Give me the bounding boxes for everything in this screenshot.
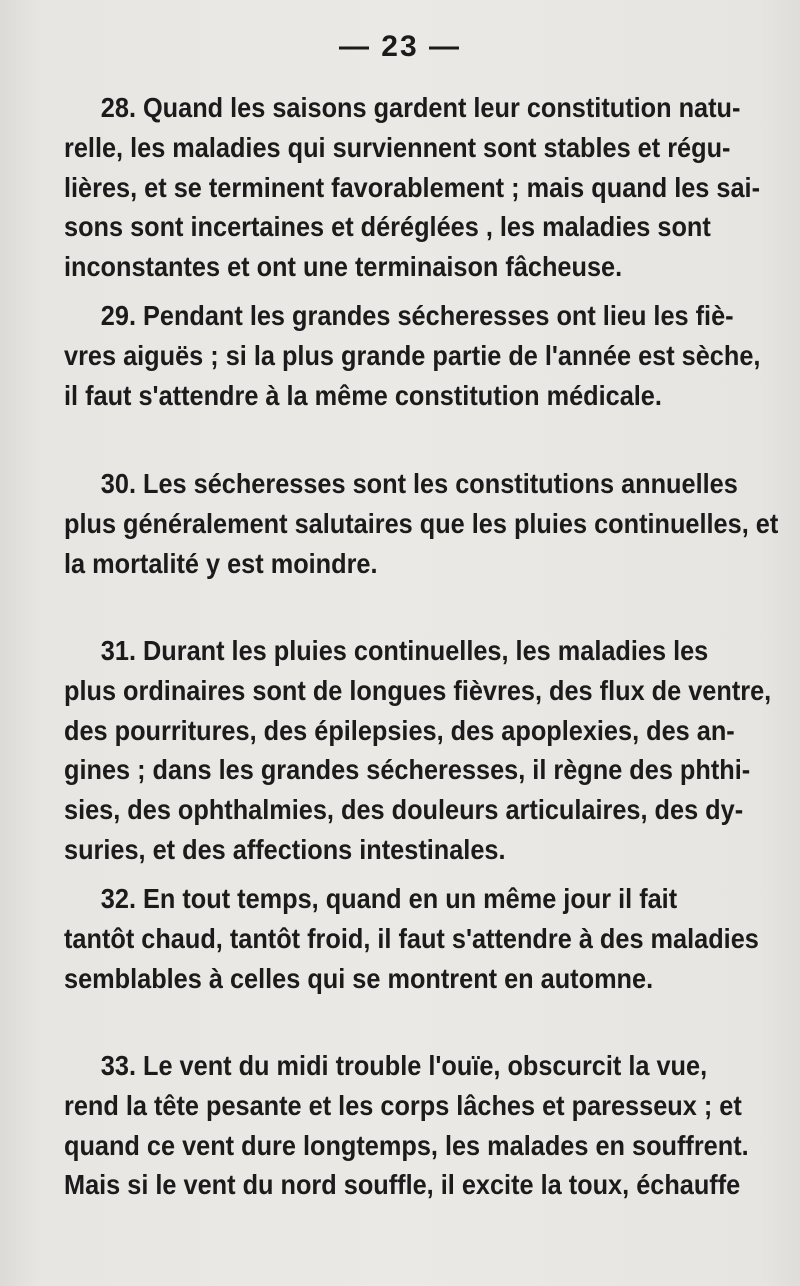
text-line: gines ; dans les grandes sécheresses, il règne des phthi- [64,754,751,786]
text-line: sies, des ophthalmies, des douleurs articulaires, des dy- [64,794,744,826]
text-line: 28. Quand les saisons gardent leur constitution natu- [100,92,741,123]
text-line: 32. En tout temps, quand en un même jour il fait [100,883,678,914]
text-line: lières, et se terminent favorablement ; mais quand les sai- [64,171,761,203]
text-line: des pourritures, des épilepsies, des apoplexies, des an- [64,714,735,746]
text-line: 33. Le vent du midi trouble l'ouïe, obscurcit la vue, [100,1050,708,1081]
text-line: semblables à celles qui se montrent en automne. [64,962,654,994]
text-line: inconstantes et ont une terminaison fâcheuse. [64,251,623,283]
paragraph-32 [64,879,759,998]
paragraph-30 [64,464,779,583]
text-line: Mais si le vent du nord souffle, il excite la toux, échauffe [64,1169,741,1201]
text-line: relle, les maladies qui surviennent sont stables et régu- [64,131,731,163]
paragraph-28 [64,88,761,287]
text-line: 30. Les sécheresses sont les constitutions annuelles [100,468,738,499]
text-line: 31. Durant les pluies continuelles, les maladies les [100,635,709,666]
text-line: la mortalité y est moindre. [64,547,378,579]
text-line: rend la tête pesante et les corps lâches et paresseux ; et [64,1089,742,1121]
text-line: quand ce vent dure longtemps, les malades en souffrent. [64,1129,749,1161]
text-line: vres aiguës ; si la plus grande partie de l'année est sèche, [64,339,761,371]
paragraph-33 [64,1046,749,1205]
text-line: plus généralement salutaires que les pluies continuelles, et [64,507,779,539]
text-line: tantôt chaud, tantôt froid, il faut s'attendre à des maladies [64,922,759,954]
text-line: suries, et des affections intestinales. [64,833,506,865]
text-line: plus ordinaires sont de longues fièvres, des flux de ventre, [64,674,772,706]
page-number: — 23 — [338,30,462,63]
text-line: 29. Pendant les grandes sécheresses ont lieu les fiè- [100,300,734,331]
text-line: il faut s'attendre à la même constitution médicale. [64,379,662,411]
paragraph-29 [64,296,761,415]
text-line: sons sont incertaines et déréglées , les maladies sont [64,211,711,243]
paragraph-31 [64,631,772,870]
